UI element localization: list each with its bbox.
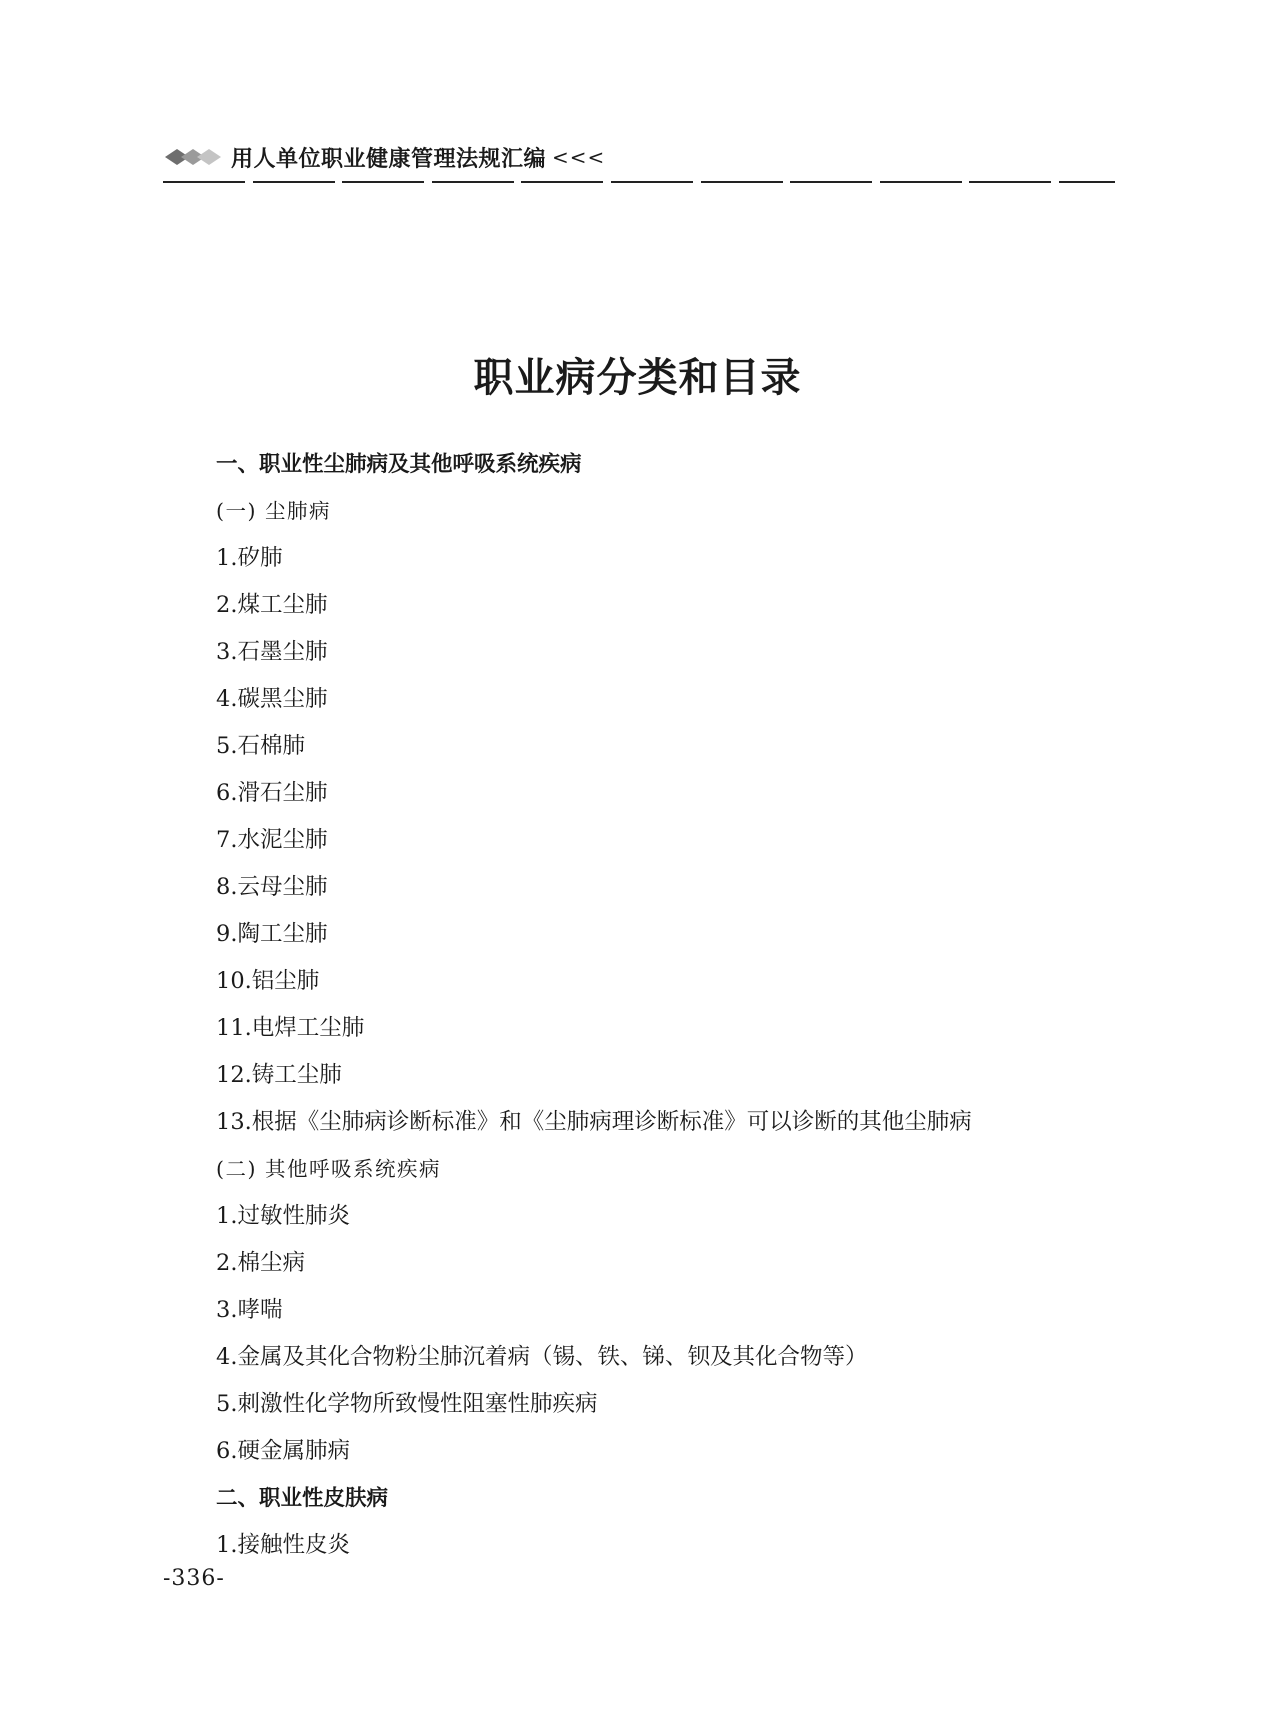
list-item: 9.陶工尘肺 xyxy=(216,921,328,947)
list-item: 5.刺激性化学物所致慢性阻塞性肺疾病 xyxy=(216,1391,598,1417)
list-item: 1.矽肺 xyxy=(216,545,283,571)
section-heading: 二、职业性皮肤病 xyxy=(216,1486,389,1511)
list-item: 6.硬金属肺病 xyxy=(216,1438,350,1464)
page-title: 职业病分类和目录 xyxy=(473,354,802,401)
list-item: 10.铝尘肺 xyxy=(216,968,320,994)
header-title: 用人单位职业健康管理法规汇编 xyxy=(231,145,547,172)
list-item: 3.哮喘 xyxy=(216,1297,283,1323)
list-item: 8.云母尘肺 xyxy=(216,874,328,900)
header-rule xyxy=(163,181,1115,183)
running-header xyxy=(163,140,605,174)
catalog-list xyxy=(216,441,1156,1569)
list-item: 2.棉尘病 xyxy=(216,1250,305,1276)
list-item: 6.滑石尘肺 xyxy=(216,780,328,806)
page-number: -336- xyxy=(163,1566,225,1591)
list-item: 2.煤工尘肺 xyxy=(216,592,328,618)
header-arrows: <<< xyxy=(552,145,606,169)
list-item: 1.接触性皮炎 xyxy=(216,1532,350,1558)
list-item: 1.过敏性肺炎 xyxy=(216,1203,350,1229)
section-heading: 一、职业性尘肺病及其他呼吸系统疾病 xyxy=(216,452,582,477)
list-item: 5.石棉肺 xyxy=(216,733,305,759)
list-item: 4.金属及其化合物粉尘肺沉着病（锡、铁、锑、钡及其化合物等） xyxy=(216,1344,868,1370)
list-item: 3.石墨尘肺 xyxy=(216,639,328,665)
list-item: 7.水泥尘肺 xyxy=(216,827,328,853)
list-item: 12.铸工尘肺 xyxy=(216,1062,342,1088)
subsection-heading: (一) 尘肺病 xyxy=(216,499,332,523)
subsection-heading: (二) 其他呼吸系统疾病 xyxy=(216,1157,442,1181)
double-diamond-arrow-icon xyxy=(163,146,225,168)
list-item: 13.根据《尘肺病诊断标准》和《尘肺病理诊断标准》可以诊断的其他尘肺病 xyxy=(216,1109,972,1135)
list-item: 4.碳黑尘肺 xyxy=(216,686,328,712)
list-item: 11.电焊工尘肺 xyxy=(216,1015,365,1041)
